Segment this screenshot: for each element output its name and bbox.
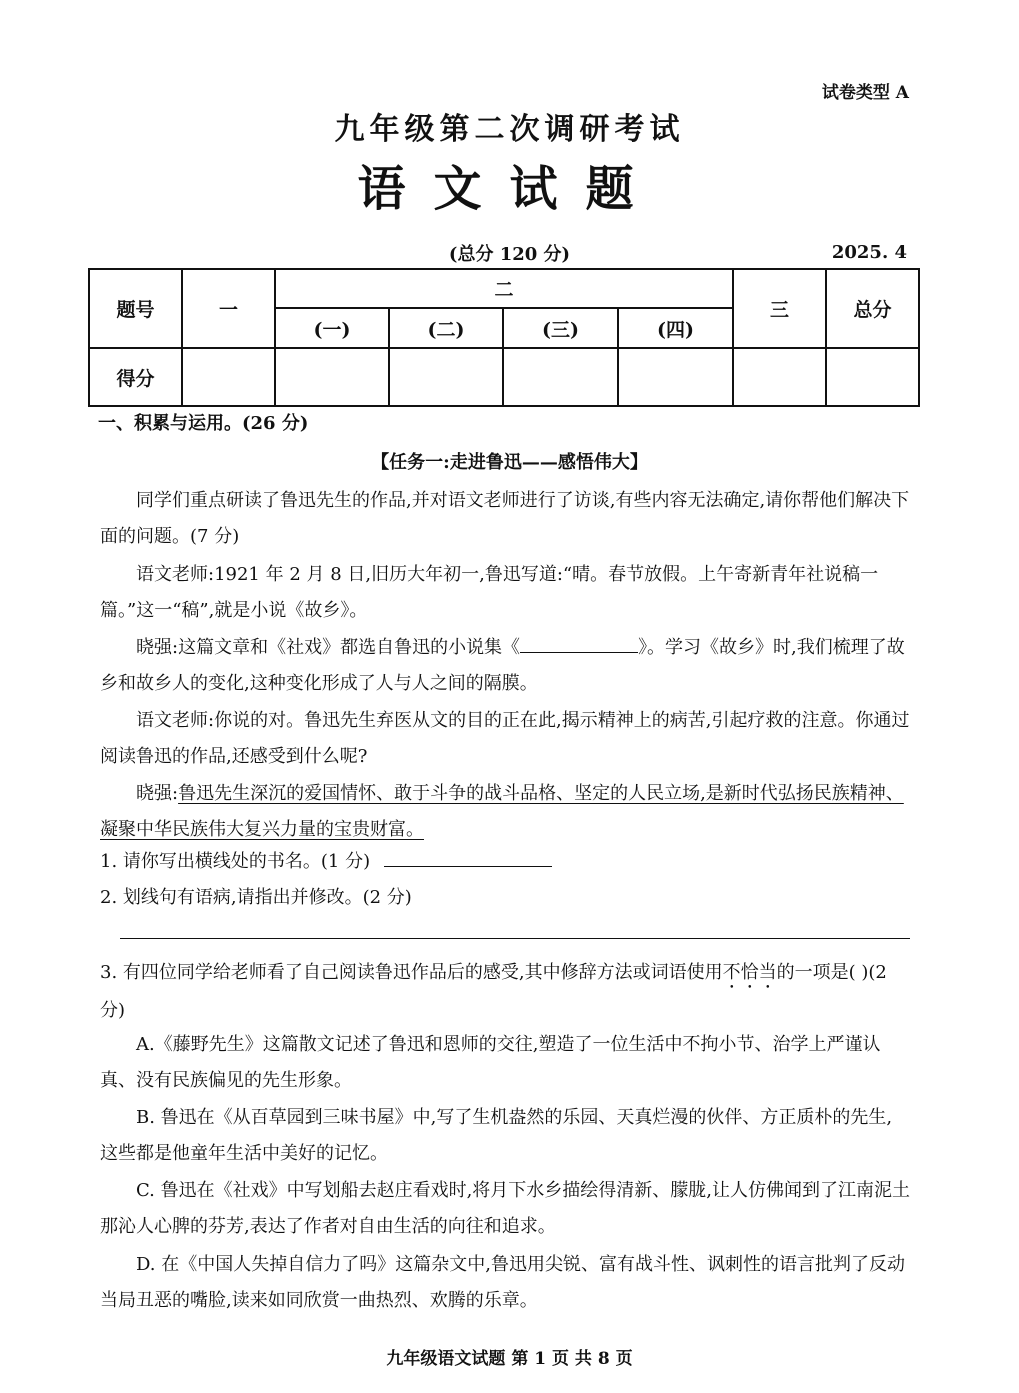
label-question-number: 题号 [89,269,182,348]
emphasis-text: 不恰当 [722,962,777,983]
question-1-answer-blank[interactable] [384,866,552,867]
dialogue-student-1 [100,630,910,702]
score-cell[interactable] [503,348,618,406]
page-footer: 九年级语文试题 第 1 页 共 8 页 [386,1349,633,1369]
section-heading: 一、积累与运用。(26 分) [98,413,309,434]
col-part-two-sub-1: (一) [275,308,389,348]
col-part-two: 二 [275,269,733,308]
speaker-label: 晓强: [136,783,179,804]
task-title: 【任务一:走进鲁迅——感悟伟大】 [371,452,648,473]
option-b: B. 鲁迅在《从百草园到三味书屋》中,写了生机盎然的乐园、天真烂漫的伙伴、方正质朴的先生,这些都是他童年生活中美好的记忆。 [100,1107,893,1164]
question-3 [100,955,910,1029]
col-part-two-sub-3: (三) [503,308,618,348]
col-part-two-sub-4: (四) [618,308,733,348]
question-2: 2. 划线句有语病,请指出并修改。(2 分) [100,887,412,908]
question-3-text: 的一项是( )(2 分) [100,962,887,1021]
score-cell[interactable] [826,348,919,406]
book-title-blank[interactable] [520,652,638,653]
option-c: C. 鲁迅在《社戏》中写划船去赵庄看戏时,将月下水乡描绘得清新、朦胧,让人仿佛闻到了江南泥土那沁人心脾的芬芳,表达了作者对自由生活的向往和追求。 [100,1180,911,1237]
col-part-two-sub-2: (二) [389,308,503,348]
score-table [88,268,920,407]
option-d: D. 在《中国人失掉自信力了吗》这篇杂文中,鲁迅用尖锐、富有战斗性、讽刺性的语言批判了反动当局丑恶的嘴脸,读来如同欣赏一曲热烈、欢腾的乐章。 [100,1254,905,1311]
dialogue-student-2 [100,776,910,848]
col-part-three: 三 [733,269,826,348]
question-1 [100,848,910,876]
dialogue-teacher-2: 语文老师:你说的对。鲁迅先生弃医从文的目的正在此,揭示精神上的病苦,引起疗救的注意。你通过阅读鲁迅的作品,还感受到什么呢? [100,710,910,767]
dialogue-text: 》。学习《故乡》时,我们梳理了故乡和故乡人的变化,这种变化形成了人与人之间的隔膜。 [100,637,905,694]
exam-title: 九年级第二次调研考试 [334,112,685,147]
col-total: 总分 [826,269,919,348]
score-cell[interactable] [618,348,733,406]
col-part-one: 一 [182,269,275,348]
score-cell[interactable] [275,348,389,406]
subject-title: 语文试题 [357,161,662,217]
dialogue-teacher-1: 语文老师:1921 年 2 月 8 日,旧历大年初一,鲁迅写道:“晴。春节放假。上午寄新青年社说稿一篇。”这一“稿”,就是小说《故乡》。 [100,564,879,621]
underlined-sentence: 鲁迅先生深沉的爱国情怀、敢于斗争的战斗品格、坚定的人民立场,是新时代弘扬民族精神、凝聚中华民族伟大复兴力量的宝贵财富。 [100,783,904,840]
score-cell[interactable] [733,348,826,406]
option-a: A.《藤野先生》这篇散文记述了鲁迅和恩师的交往,塑造了一位生活中不拘小节、治学上严谨认真、没有民族偏见的先生形象。 [100,1034,881,1091]
score-cell[interactable] [389,348,503,406]
total-score-note: (总分 120 分) [448,244,571,265]
exam-date: 2025. 4 [831,242,907,263]
question-1-text: 1. 请你写出横线处的书名。(1 分) [100,851,371,872]
question-2-answer-line[interactable] [120,938,910,939]
score-cell[interactable] [182,348,275,406]
paper-type-label: 试卷类型 A [821,83,909,103]
dialogue-text: 晓强:这篇文章和《社戏》都选自鲁迅的小说集《 [136,637,521,658]
label-score: 得分 [89,348,182,406]
question-3-text: 3. 有四位同学给老师看了自己阅读鲁迅作品后的感受,其中修辞方法或词语使用 [100,962,723,983]
task-intro: 同学们重点研读了鲁迅先生的作品,并对语文老师进行了访谈,有些内容无法确定,请你帮他们解决下面的问题。(7 分) [100,490,910,547]
